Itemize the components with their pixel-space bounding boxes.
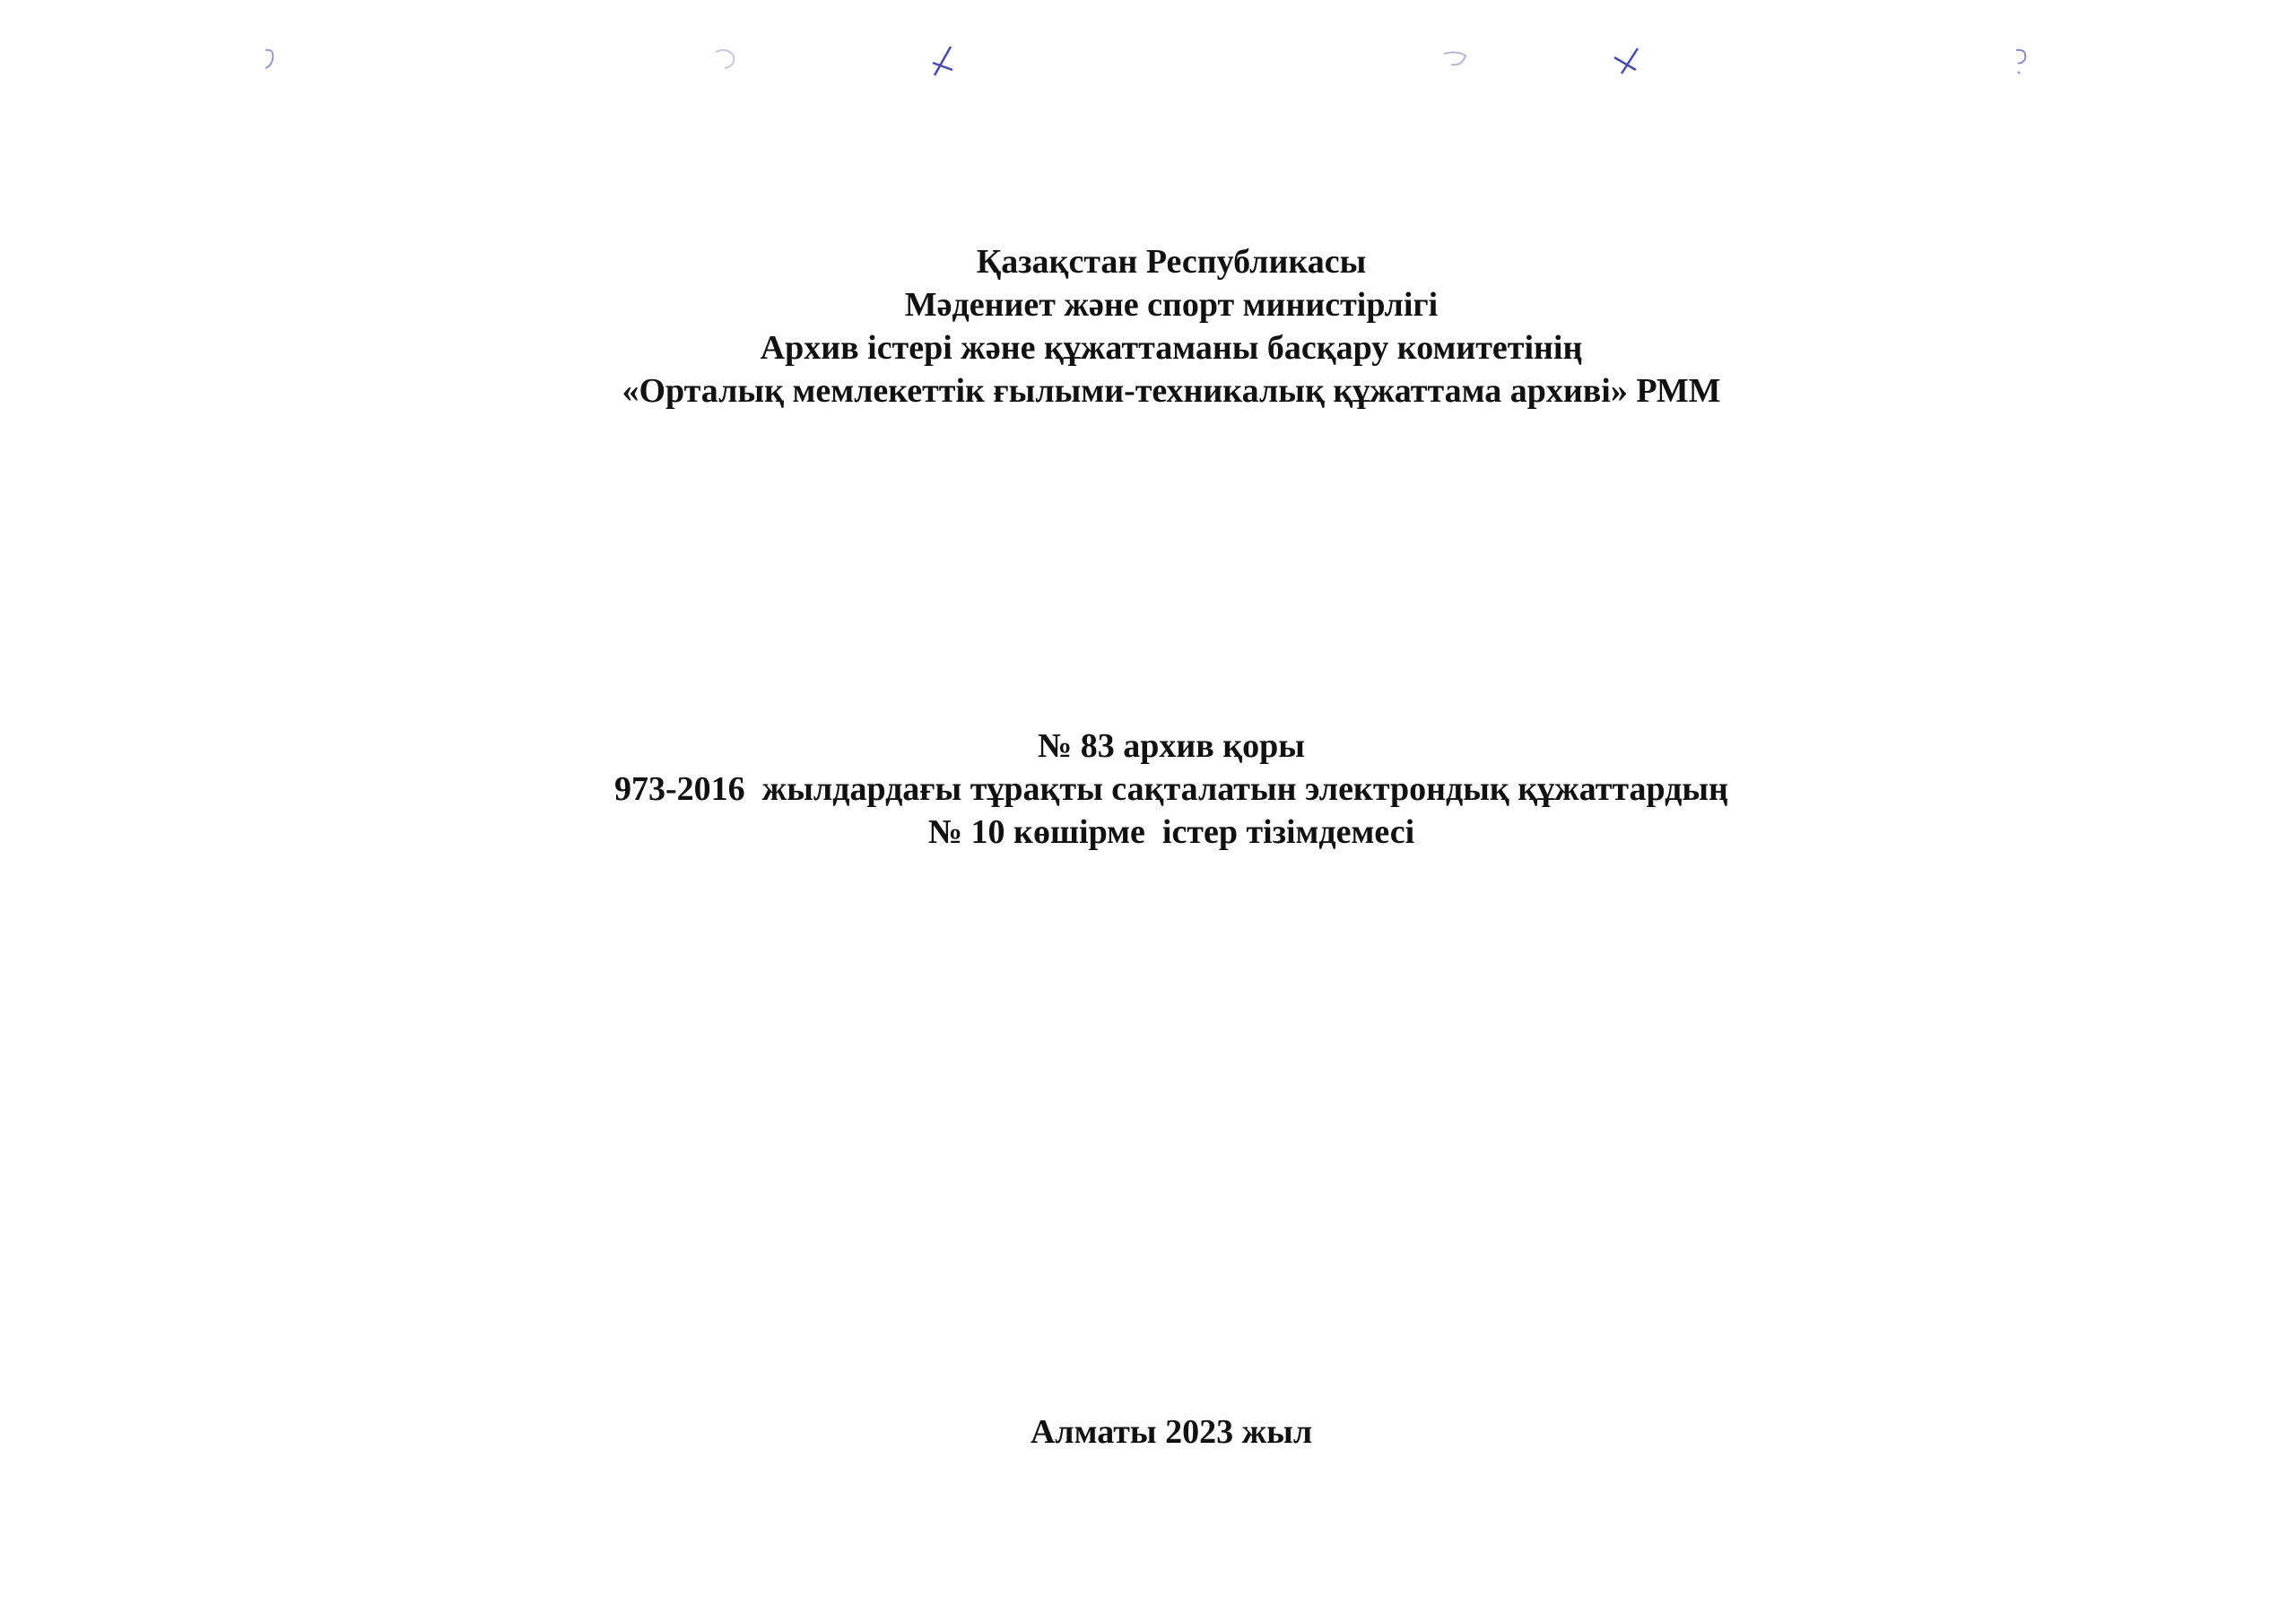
header-ministry: Мәдениет және спорт министірлігі: [904, 286, 1439, 324]
ink-mark: [1609, 43, 1645, 79]
issuing-organization: [0, 240, 2296, 412]
ink-mark: [926, 43, 961, 79]
header-country: Қазақстан Республикасы: [976, 243, 1367, 281]
punch-mark: [2004, 43, 2039, 79]
title-fund-number: № 83 архив қоры: [1038, 727, 1305, 765]
document-title: [0, 725, 2296, 854]
title-inventory: № 10 көшірме істер тізімдемесі: [927, 813, 1415, 851]
header-archive-name: «Орталық мемлекеттік ғылыми-техникалық құжаттама архиві» РММ: [622, 372, 1721, 410]
footer-place-year: Алматы 2023 жыл: [1030, 1413, 1313, 1451]
header-committee: Архив істері және құжаттаманы басқару комитетінің: [760, 329, 1583, 367]
title-description: 973-2016 жылдардағы тұрақты сақталатын электрондық құжаттардың: [614, 770, 1728, 808]
place-and-year: [0, 1410, 2296, 1454]
punch-mark: [253, 43, 289, 79]
punch-mark: [1439, 43, 1474, 79]
punch-mark: [709, 43, 744, 79]
